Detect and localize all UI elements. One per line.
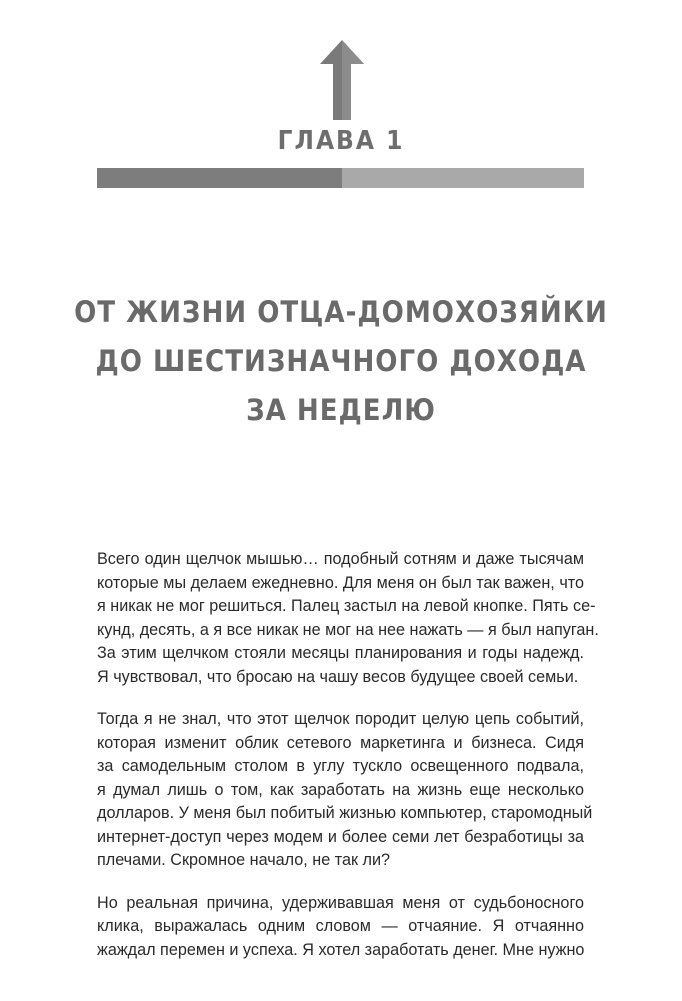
chapter-title: [60, 288, 622, 435]
title-line: ДО ШЕСТИЗНАЧНОГО ДОХОДА: [95, 344, 587, 378]
text-line: которые мы делаем ежедневно. Для меня он был так важен, что: [97, 573, 584, 592]
paragraph: [97, 892, 584, 963]
title-line: ОТ ЖИЗНИ ОТЦА-ДОМОХОЗЯЙКИ: [74, 295, 608, 329]
text-line: кунд, десять, а я все никак не мог на нее нажать — я был напуган.: [97, 620, 599, 639]
title-line: ЗА НЕДЕЛЮ: [246, 393, 436, 427]
text-line: жаждал перемен и успеха. Я хотел заработать денег. Мне нужно: [97, 940, 585, 959]
text-line: клика, выражалась одним словом — отчаяние. Я отчаянно: [97, 917, 584, 935]
paragraph: [97, 548, 599, 689]
text-line: за самодельным столом в углу тускло освещенного подвала,: [97, 757, 584, 775]
text-line: которая изменит облик сетевого маркетинга и бизнеса. Сидя: [97, 733, 584, 752]
text-line: Всего один щелчок мышью… подобный сотням и даже тысячам: [97, 550, 584, 568]
text-line: Я чувствовал, что бросаю на чашу весов будущее своей семьи.: [97, 667, 579, 686]
text-line: плечами. Скромное начало, не так ли?: [97, 851, 391, 869]
chapter-label: ГЛАВА 1: [277, 126, 405, 156]
text-line: Но реальная причина, удерживавшая меня от судьбоносного: [97, 893, 584, 912]
text-line: Тогда я не знал, что этот щелчок породит целую цепь событий,: [97, 710, 584, 728]
body-text: [97, 548, 599, 981]
up-arrow-icon: [320, 40, 364, 120]
text-line: долларов. У меня был побитый жизнью компьютер, старомодный: [97, 804, 593, 822]
text-line: интернет-доступ через модем и более семи лет безработицы за: [97, 827, 584, 846]
chapter-bar-light: [342, 168, 584, 188]
text-line: я думал лишь о том, как заработать на жизнь еще несколько: [97, 780, 584, 799]
text-line: я никак не мог решиться. Палец застыл на левой кнопке. Пять се-: [97, 597, 596, 615]
chapter-bar-dark: [97, 168, 342, 188]
text-line: За этим щелчком стояли месяцы планирования и годы надежд.: [97, 644, 584, 662]
paragraph: [97, 708, 593, 873]
